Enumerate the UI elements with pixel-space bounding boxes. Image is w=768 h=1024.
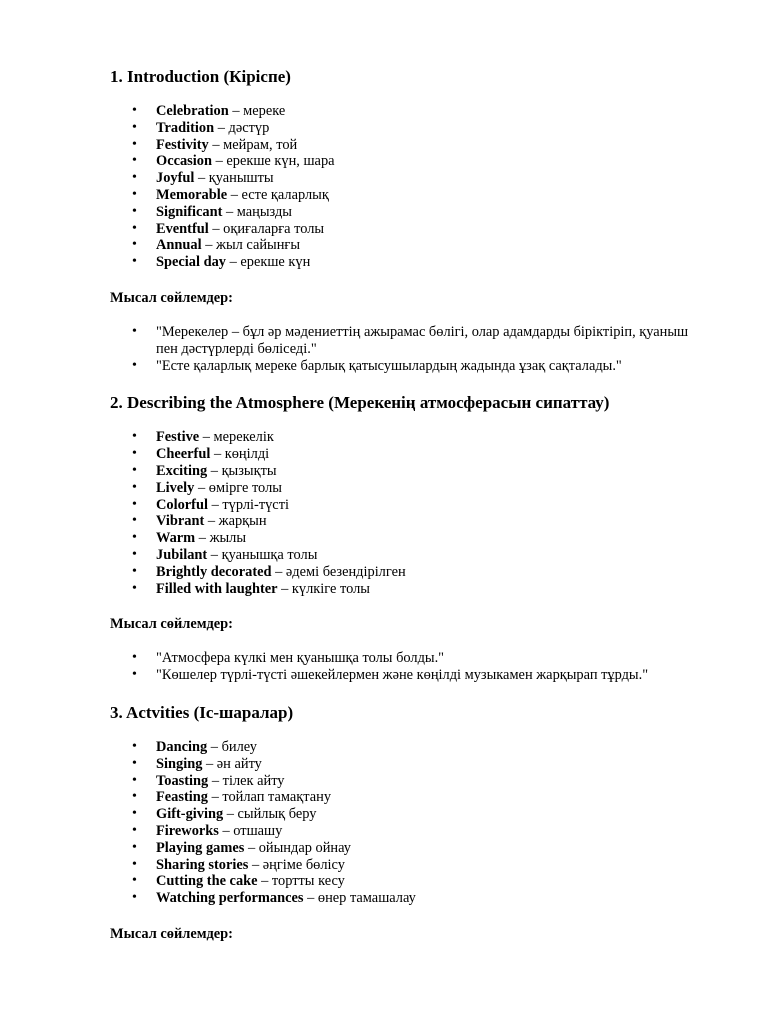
- vocab-item: [110, 137, 710, 154]
- bullet-icon: •: [132, 323, 137, 339]
- vocab-term: Cutting the cake: [156, 873, 258, 890]
- vocab-term: Special day: [156, 254, 226, 271]
- vocab-translation: – билеу: [207, 738, 258, 755]
- bullet-icon: •: [132, 755, 137, 771]
- vocab-term: Playing games: [156, 839, 245, 856]
- vocab-item: [110, 221, 710, 238]
- vocab-item: [110, 857, 710, 874]
- vocab-item: [110, 446, 710, 463]
- vocab-term: Colorful: [156, 496, 208, 513]
- bullet-icon: •: [132, 153, 137, 169]
- section-heading: 3. Actvities (Іс-шаралар): [110, 702, 294, 722]
- vocab-term: Joyful: [156, 170, 195, 187]
- vocab-term: Singing: [156, 755, 203, 772]
- vocab-item: [110, 480, 710, 497]
- vocab-translation: – маңызды: [222, 203, 292, 220]
- example-sentence: [110, 358, 710, 375]
- vocab-term: Festivity: [156, 136, 209, 153]
- vocab-term: Occasion: [156, 153, 212, 170]
- vocab-translation: – көңілді: [210, 446, 270, 463]
- vocab-term: Warm: [156, 530, 196, 547]
- vocab-item: [110, 187, 710, 204]
- bullet-icon: •: [132, 890, 137, 906]
- vocab-term: Feasting: [156, 789, 208, 806]
- examples-heading: Мысал сөйлемдер:: [110, 289, 233, 306]
- vocab-item: [110, 789, 710, 806]
- example-sentence: [110, 650, 710, 667]
- vocab-term: Exciting: [156, 462, 208, 479]
- vocab-translation: – сыйлық беру: [223, 806, 317, 823]
- bullet-icon: •: [132, 772, 137, 788]
- vocab-term: Toasting: [156, 772, 209, 789]
- vocab-translation: – оқиғаларға толы: [208, 220, 325, 237]
- vocab-translation: – түрлі-түсті: [207, 496, 289, 513]
- vocab-item: [110, 103, 710, 120]
- bullet-icon: •: [132, 254, 137, 270]
- vocab-translation: – әдемі безендірілген: [271, 563, 406, 580]
- bullet-icon: •: [132, 856, 137, 872]
- bullet-icon: •: [132, 136, 137, 152]
- bullet-icon: •: [132, 839, 137, 855]
- section-atmosphere: [110, 392, 710, 684]
- vocab-item: [110, 756, 710, 773]
- bullet-icon: •: [132, 170, 137, 186]
- bullet-icon: •: [132, 513, 137, 529]
- vocab-term: Lively: [156, 479, 195, 496]
- vocab-item: [110, 429, 710, 446]
- bullet-icon: •: [132, 667, 137, 683]
- vocab-term: Filled with laughter: [156, 580, 278, 597]
- example-text: "Мерекелер – бұл әр мәдениеттің ажырамас бөлігі, олар адамдарды біріктіріп, қуаныш пен дәстүрлерді бөліседі.": [156, 323, 689, 357]
- vocab-translation: – дәстүр: [214, 119, 270, 136]
- section-activities: [110, 702, 710, 943]
- vocab-item: [110, 497, 710, 514]
- vocab-item: [110, 840, 710, 857]
- bullet-icon: •: [132, 429, 137, 445]
- vocab-item: [110, 739, 710, 756]
- vocab-translation: – ән айту: [202, 755, 262, 772]
- vocab-translation: – ойындар ойнау: [244, 839, 351, 856]
- bullet-icon: •: [132, 873, 137, 889]
- bullet-icon: •: [132, 103, 137, 118]
- example-text: "Атмосфера күлкі мен қуанышқа толы болды.": [156, 650, 445, 667]
- vocab-term: Gift-giving: [156, 806, 224, 823]
- vocab-term: Memorable: [156, 186, 228, 203]
- vocab-item: [110, 581, 710, 598]
- bullet-icon: •: [132, 822, 137, 838]
- vocab-term: Festive: [156, 429, 200, 446]
- vocab-translation: – мерекелік: [199, 429, 274, 446]
- vocab-term: Sharing stories: [156, 856, 249, 873]
- section-heading: 2. Describing the Atmosphere (Мерекенің атмосферасын сипаттау): [110, 393, 610, 413]
- vocab-item: [110, 463, 710, 480]
- bullet-icon: •: [132, 203, 137, 219]
- vocab-translation: – отшашу: [218, 822, 283, 839]
- bullet-icon: •: [132, 650, 137, 666]
- bullet-icon: •: [132, 357, 137, 373]
- vocab-translation: – қызықты: [207, 462, 277, 479]
- vocab-item: [110, 120, 710, 137]
- vocab-term: Eventful: [156, 220, 209, 237]
- bullet-icon: •: [132, 479, 137, 495]
- vocab-item: [110, 153, 710, 170]
- bullet-icon: •: [132, 462, 137, 478]
- vocab-item: [110, 823, 710, 840]
- vocab-translation: – қуанышқа толы: [207, 546, 318, 563]
- example-list: [110, 650, 710, 684]
- example-text: "Есте қаларлық мереке барлық қатысушылардың жадында ұзақ сақталады.": [156, 357, 622, 374]
- vocab-translation: – есте қаларлық: [227, 186, 329, 203]
- vocab-term: Fireworks: [156, 822, 219, 839]
- vocab-term: Annual: [156, 237, 202, 254]
- vocab-item: [110, 513, 710, 530]
- vocab-list: [110, 103, 710, 271]
- document-content: [110, 66, 710, 960]
- bullet-icon: •: [132, 496, 137, 512]
- vocab-item: [110, 530, 710, 547]
- bullet-icon: •: [132, 446, 137, 462]
- vocab-term: Dancing: [156, 738, 208, 755]
- vocab-term: Brightly decorated: [156, 563, 272, 580]
- vocab-term: Significant: [156, 203, 223, 220]
- vocab-item: [110, 254, 710, 271]
- vocab-translation: – өмірге толы: [194, 479, 282, 496]
- vocab-term: Celebration: [156, 103, 229, 119]
- section-introduction: [110, 66, 710, 374]
- vocab-item: [110, 890, 710, 907]
- bullet-icon: •: [132, 789, 137, 805]
- vocab-translation: – мейрам, той: [208, 136, 298, 153]
- vocab-translation: – ерекше күн, шара: [211, 153, 335, 170]
- example-list: [110, 324, 710, 374]
- vocab-item: [110, 547, 710, 564]
- bullet-icon: •: [132, 530, 137, 546]
- vocab-term: Cheerful: [156, 446, 211, 463]
- bullet-icon: •: [132, 563, 137, 579]
- section-heading: 1. Introduction (Кіріспе): [110, 67, 291, 86]
- example-sentence: [110, 324, 710, 358]
- vocab-item: [110, 806, 710, 823]
- vocab-item: [110, 773, 710, 790]
- vocab-term: Tradition: [156, 119, 215, 136]
- vocab-translation: – жылы: [195, 530, 247, 547]
- vocab-translation: – өнер тамашалау: [303, 890, 416, 907]
- vocab-item: [110, 237, 710, 254]
- bullet-icon: •: [132, 237, 137, 253]
- examples-heading: Мысал сөйлемдер:: [110, 616, 233, 633]
- vocab-term: Watching performances: [156, 890, 304, 907]
- example-sentence: [110, 667, 710, 684]
- vocab-translation: – тойлап тамақтану: [207, 789, 332, 806]
- vocab-translation: – мереке: [228, 103, 286, 119]
- bullet-icon: •: [132, 806, 137, 822]
- vocab-term: Vibrant: [156, 513, 205, 530]
- vocab-item: [110, 204, 710, 221]
- vocab-translation: – күлкіге толы: [277, 580, 370, 597]
- example-text: "Көшелер түрлі-түсті әшекейлермен және көңілді музыкамен жарқырап тұрды.": [156, 667, 649, 684]
- vocab-translation: – жыл сайынғы: [201, 237, 300, 254]
- bullet-icon: •: [132, 186, 137, 202]
- vocab-translation: – қуанышты: [194, 170, 274, 187]
- bullet-icon: •: [132, 580, 137, 596]
- vocab-list: [110, 429, 710, 597]
- vocab-translation: – тортты кесу: [257, 873, 345, 890]
- bullet-icon: •: [132, 119, 137, 135]
- vocab-translation: – жарқын: [204, 513, 267, 530]
- vocab-item: [110, 564, 710, 581]
- vocab-translation: – әңгіме бөлісу: [248, 856, 345, 873]
- vocab-term: Jubilant: [156, 546, 208, 563]
- vocab-item: [110, 170, 710, 187]
- vocab-translation: – тілек айту: [208, 772, 285, 789]
- vocab-translation: – ерекше күн: [225, 254, 311, 271]
- bullet-icon: •: [132, 738, 137, 754]
- examples-heading: Мысал сөйлемдер:: [110, 925, 233, 942]
- vocab-item: [110, 873, 710, 890]
- bullet-icon: •: [132, 546, 137, 562]
- bullet-icon: •: [132, 220, 137, 236]
- vocab-list: [110, 739, 710, 907]
